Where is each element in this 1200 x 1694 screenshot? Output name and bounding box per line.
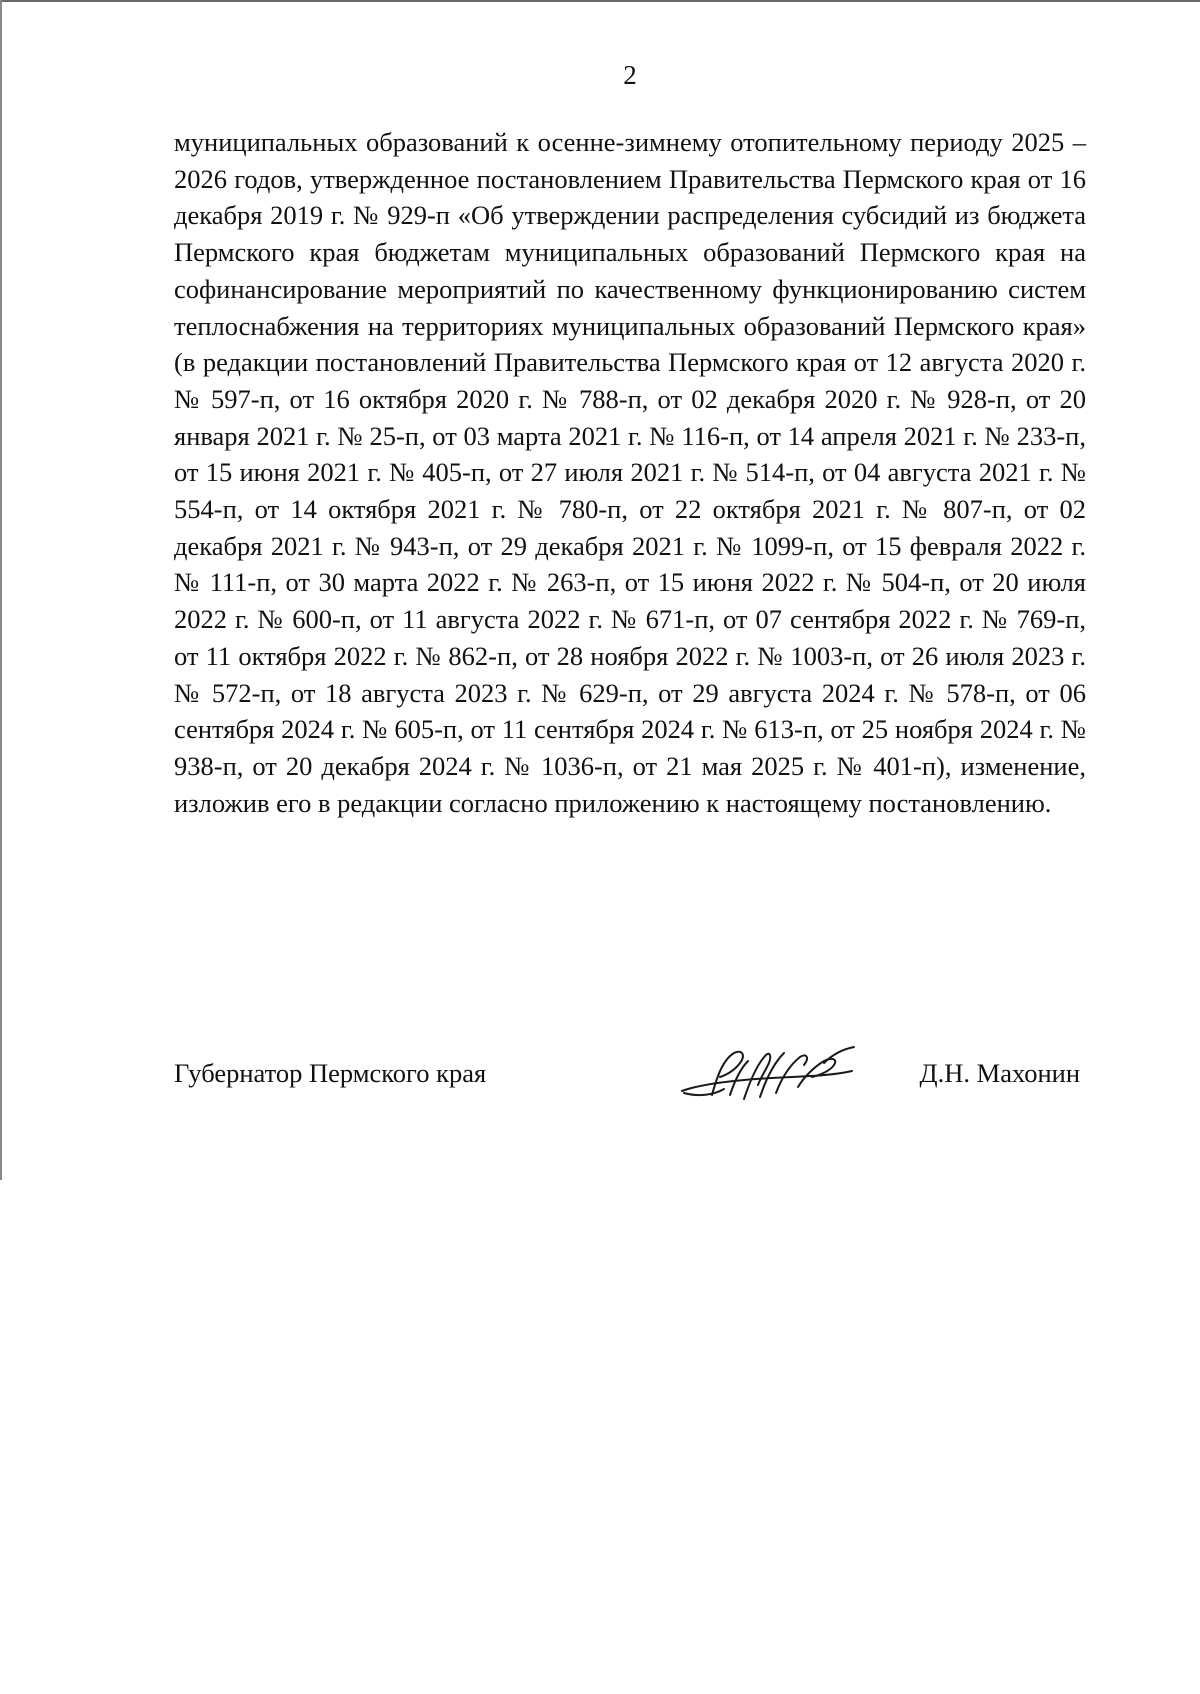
- body-paragraph: муниципальных образований к осенне-зимнему отопительному периоду 2025 – 2026 годов, утвержденное постановлением Правительства Пермского края от 16 декабря 2019 г. № 929-п «Об утверждении распределения субсидий из бюджета Пермского края бюджетам муниципальных образований Пермского края на софинансирование мероприятий по качественному функционированию систем теплоснабжения на территориях муниципальных образований Пермского края» (в редакции постановлений Правительства Пермского края от 12 августа 2020 г. № 597-п, от 16 октября 2020 г. № 788-п, от 02 декабря 2020 г. № 928-п, от 20 января 2021 г. № 25-п, от 03 марта 2021 г. № 116-п, от 14 апреля 2021 г. № 233-п, от 15 июня 2021 г. № 405-п, от 27 июля 2021 г. № 514-п, от 04 августа 2021 г. № 554-п, от 14 октября 2021 г. № 780-п, от 22 октября 2021 г. № 807-п, от 02 декабря 2021 г. № 943-п, от 29 декабря 2021 г. № 1099-п, от 15 февраля 2022 г. № 111-п, от 30 марта 2022 г. № 263-п, от 15 июня 2022 г. № 504-п, от 20 июля 2022 г. № 600-п, от 11 августа 2022 г. № 671-п, от 07 сентября 2022 г. № 769-п, от 11 октября 2022 г. № 862-п, от 28 ноября 2022 г. № 1003-п, от 26 июля 2023 г. № 572-п, от 18 августа 2023 г. № 629-п, от 29 августа 2024 г. № 578-п, от 06 сентября 2024 г. № 605-п, от 11 сентября 2024 г. № 613-п, от 25 ноября 2024 г. № 938-п, от 20 декабря 2024 г. № 1036-п, от 21 мая 2025 г. № 401-п), изменение, изложив его в редакции согласно приложению к настоящему постановлению.: [174, 127, 1086, 818]
- handwritten-signature-icon: [674, 1033, 864, 1113]
- page-number: 2: [623, 60, 637, 90]
- signature-block: [174, 1055, 1086, 1115]
- signatory-name: Д.Н. Махонин: [919, 1058, 1080, 1088]
- signatory-position: Губернатор Пермского края: [174, 1058, 487, 1088]
- scan-edge-top: [0, 0, 1200, 2]
- scan-edge-left: [0, 0, 2, 1180]
